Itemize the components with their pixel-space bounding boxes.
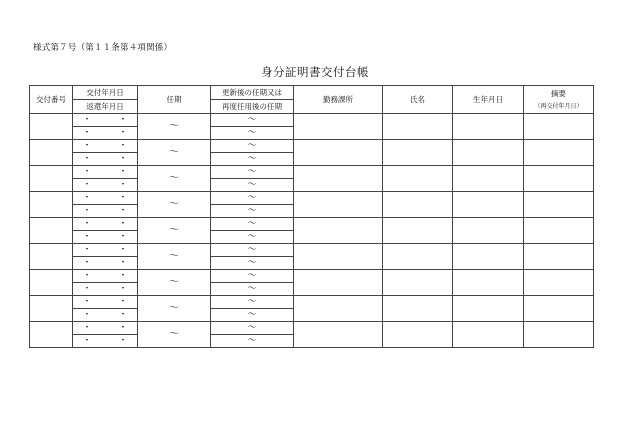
birth-date-cell[interactable] (453, 244, 524, 270)
issue-date-cell[interactable]: ・ ・ (73, 218, 138, 231)
return-date-cell[interactable]: ・ ・ (73, 309, 138, 322)
term-cell[interactable]: ～ (138, 166, 211, 192)
issue-date-cell[interactable]: ・ ・ (73, 114, 138, 127)
header-renewed-term-1: 更新後の任期又は (211, 86, 294, 100)
renewed-term-cell[interactable]: ～ (211, 166, 294, 179)
renewed-term-cell[interactable]: ～ (211, 140, 294, 153)
return-date-cell[interactable]: ・ ・ (73, 283, 138, 296)
renewed-term-cell[interactable]: ～ (211, 192, 294, 205)
birth-date-cell[interactable] (453, 270, 524, 296)
issue-no-cell[interactable] (30, 296, 73, 322)
department-cell[interactable] (294, 218, 383, 244)
issue-date-cell[interactable]: ・ ・ (73, 140, 138, 153)
issue-no-cell[interactable] (30, 192, 73, 218)
header-return-date: 返還年月日 (73, 100, 138, 114)
term-cell[interactable]: ～ (138, 322, 211, 348)
issue-no-cell[interactable] (30, 114, 73, 140)
return-date-cell[interactable]: ・ ・ (73, 257, 138, 270)
department-cell[interactable] (294, 322, 383, 348)
issue-date-cell[interactable]: ・ ・ (73, 296, 138, 309)
name-cell[interactable] (383, 244, 453, 270)
header-remarks-sub: （再交付年月日） (534, 102, 583, 110)
term-cell[interactable]: ～ (138, 218, 211, 244)
birth-date-cell[interactable] (453, 192, 524, 218)
header-issue-date: 交付年月日 (73, 86, 138, 100)
renewed-term-cell[interactable]: ～ (211, 114, 294, 127)
renewed-term-cell[interactable]: ～ (211, 218, 294, 231)
register-body (30, 114, 594, 348)
reappointed-term-cell[interactable]: ～ (211, 231, 294, 244)
issue-date-cell[interactable]: ・ ・ (73, 192, 138, 205)
reappointed-term-cell[interactable]: ～ (211, 283, 294, 296)
remarks-cell[interactable] (524, 244, 594, 270)
name-cell[interactable] (383, 296, 453, 322)
issue-no-cell[interactable] (30, 270, 73, 296)
department-cell[interactable] (294, 296, 383, 322)
name-cell[interactable] (383, 114, 453, 140)
reappointed-term-cell[interactable]: ～ (211, 309, 294, 322)
birth-date-cell[interactable] (453, 166, 524, 192)
name-cell[interactable] (383, 140, 453, 166)
issue-no-cell[interactable] (30, 166, 73, 192)
remarks-cell[interactable] (524, 114, 594, 140)
remarks-cell[interactable] (524, 140, 594, 166)
department-cell[interactable] (294, 192, 383, 218)
return-date-cell[interactable]: ・ ・ (73, 205, 138, 218)
term-cell[interactable]: ～ (138, 114, 211, 140)
table-row (30, 322, 594, 335)
table-row (30, 192, 594, 205)
renewed-term-cell[interactable]: ～ (211, 270, 294, 283)
department-cell[interactable] (294, 270, 383, 296)
remarks-cell[interactable] (524, 322, 594, 348)
issue-date-cell[interactable]: ・ ・ (73, 244, 138, 257)
table-row (30, 218, 594, 231)
issue-date-cell[interactable]: ・ ・ (73, 270, 138, 283)
reappointed-term-cell[interactable]: ～ (211, 205, 294, 218)
reappointed-term-cell[interactable]: ～ (211, 257, 294, 270)
table-row (30, 114, 594, 127)
reappointed-term-cell[interactable]: ～ (211, 335, 294, 348)
term-cell[interactable]: ～ (138, 192, 211, 218)
renewed-term-cell[interactable]: ～ (211, 322, 294, 335)
remarks-cell[interactable] (524, 166, 594, 192)
birth-date-cell[interactable] (453, 322, 524, 348)
department-cell[interactable] (294, 114, 383, 140)
renewed-term-cell[interactable]: ～ (211, 244, 294, 257)
department-cell[interactable] (294, 140, 383, 166)
register-table (29, 85, 594, 348)
return-date-cell[interactable]: ・ ・ (73, 335, 138, 348)
header-remarks (524, 86, 594, 114)
issue-date-cell[interactable]: ・ ・ (73, 322, 138, 335)
page-title: 身分証明書交付台帳 (261, 65, 369, 79)
name-cell[interactable] (383, 218, 453, 244)
term-cell[interactable]: ～ (138, 244, 211, 270)
header-renewed-term-2: 再度任用後の任期 (211, 100, 294, 114)
reappointed-term-cell[interactable]: ～ (211, 179, 294, 192)
issue-no-cell[interactable] (30, 218, 73, 244)
remarks-cell[interactable] (524, 270, 594, 296)
remarks-cell[interactable] (524, 192, 594, 218)
birth-date-cell[interactable] (453, 114, 524, 140)
header-term: 任期 (138, 86, 211, 114)
remarks-cell[interactable] (524, 218, 594, 244)
table-row (30, 140, 594, 153)
header-department: 勤務課所 (294, 86, 383, 114)
header-issue-no: 交付番号 (30, 86, 73, 114)
name-cell[interactable] (383, 322, 453, 348)
birth-date-cell[interactable] (453, 140, 524, 166)
return-date-cell[interactable]: ・ ・ (73, 231, 138, 244)
issue-no-cell[interactable] (30, 322, 73, 348)
reappointed-term-cell[interactable]: ～ (211, 153, 294, 166)
department-cell[interactable] (294, 244, 383, 270)
form-number: 様式第７号（第１１条第４項関係） (33, 43, 173, 53)
table-row (30, 296, 594, 309)
issue-no-cell[interactable] (30, 140, 73, 166)
term-cell[interactable]: ～ (138, 296, 211, 322)
renewed-term-cell[interactable]: ～ (211, 296, 294, 309)
remarks-cell[interactable] (524, 296, 594, 322)
name-cell[interactable] (383, 192, 453, 218)
header-birth-date: 生年月日 (453, 86, 524, 114)
term-cell[interactable]: ～ (138, 270, 211, 296)
birth-date-cell[interactable] (453, 218, 524, 244)
return-date-cell[interactable]: ・ ・ (73, 179, 138, 192)
table-row (30, 244, 594, 257)
return-date-cell[interactable]: ・ ・ (73, 127, 138, 140)
table-row (30, 270, 594, 283)
header-name: 氏名 (383, 86, 453, 114)
reappointed-term-cell[interactable]: ～ (211, 127, 294, 140)
table-row (30, 166, 594, 179)
birth-date-cell[interactable] (453, 296, 524, 322)
term-cell[interactable]: ～ (138, 140, 211, 166)
department-cell[interactable] (294, 166, 383, 192)
issue-no-cell[interactable] (30, 244, 73, 270)
name-cell[interactable] (383, 270, 453, 296)
return-date-cell[interactable]: ・ ・ (73, 153, 138, 166)
issue-date-cell[interactable]: ・ ・ (73, 166, 138, 179)
header-remarks-title: 摘要 (551, 89, 566, 99)
name-cell[interactable] (383, 166, 453, 192)
